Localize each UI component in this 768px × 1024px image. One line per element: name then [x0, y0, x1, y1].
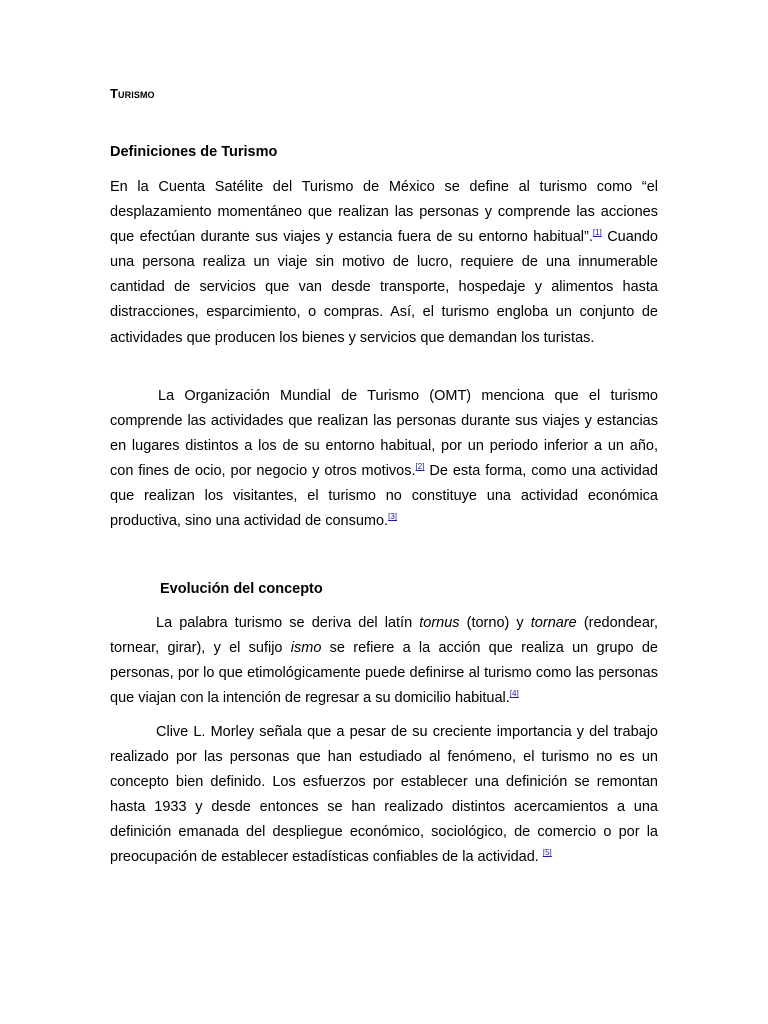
paragraph-text: En la Cuenta Satélite del Turismo de México se define al turismo como “el desplazamiento momentáneo que realizan las personas y comprende las acciones que efectúan durante sus viajes y estancia fuera de su entorno habitual”. [110, 179, 658, 246]
paragraph-text: De esta forma, como una actividad que realizan los visitantes, el turismo no constituye una actividad económica productiva, sino una actividad de consumo. [110, 463, 658, 530]
paragraph-text: (redondear, tornear, girar), y el sufijo [110, 615, 658, 657]
paragraph-cuenta-satelite [110, 175, 658, 351]
footnote-link-1[interactable]: [1] [592, 228, 602, 238]
footnote-link-2[interactable]: [2] [415, 462, 425, 472]
section-heading-evolucion: Evolución del concepto [160, 581, 323, 597]
section-heading-definiciones: Definiciones de Turismo [110, 144, 278, 160]
paragraph-text: Cuando una persona realiza un viaje sin motivo de lucro, requiere de una innumerable cantidad de servicios que van desde transporte, hospedaje y alimentos hasta distracciones, esparcimiento, o compras. Así, el turismo engloba un conjunto de actividades que producen los bienes y servicios que demandan los turistas. [110, 229, 658, 346]
footnote-link-4[interactable]: [4] [509, 689, 519, 699]
italic-term-ismo: ismo [290, 640, 322, 657]
paragraph-text: La palabra turismo se deriva del latín [156, 615, 420, 631]
paragraph-text: se refiere a la acción que realiza un grupo de personas, por lo que etimológicamente puede definirse al turismo como las personas que viajan con la intención de regresar a su domicilio habitual. [110, 640, 658, 707]
paragraph-morley [110, 720, 658, 871]
paragraph-text: (torno) y [459, 615, 531, 631]
paragraph-etimologia [110, 611, 658, 711]
paragraph-text: La Organización Mundial de Turismo (OMT) menciona que el turismo comprende las actividades que realizan las personas durante sus viajes y estancias en lugares distintos a los de su entorno habitual, por un periodo inferior a un año, con fines de ocio, por negocio y otros motivos. [110, 388, 658, 480]
document-title: Turismo [110, 86, 155, 101]
footnote-link-5[interactable]: [5] [542, 848, 552, 858]
footnote-link-3[interactable]: [3] [388, 512, 397, 522]
paragraph-omt [110, 384, 658, 535]
italic-term-tornus: tornus [419, 615, 460, 631]
paragraph-text: Clive L. Morley señala que a pesar de su creciente importancia y del trabajo realizado por las personas que han estudiado al fenómeno, el turismo no es un concepto bien definido. Los esfuerzos por establecer una definición se remontan hasta 1933 y desde entonces se han realizado distintos acercamientos a una definición emanada del despliegue económico, sociológico, de comercio o por la preocupación de establecer estadísticas confiables de la actividad. [110, 724, 658, 866]
italic-term-tornare: tornare [530, 615, 577, 631]
